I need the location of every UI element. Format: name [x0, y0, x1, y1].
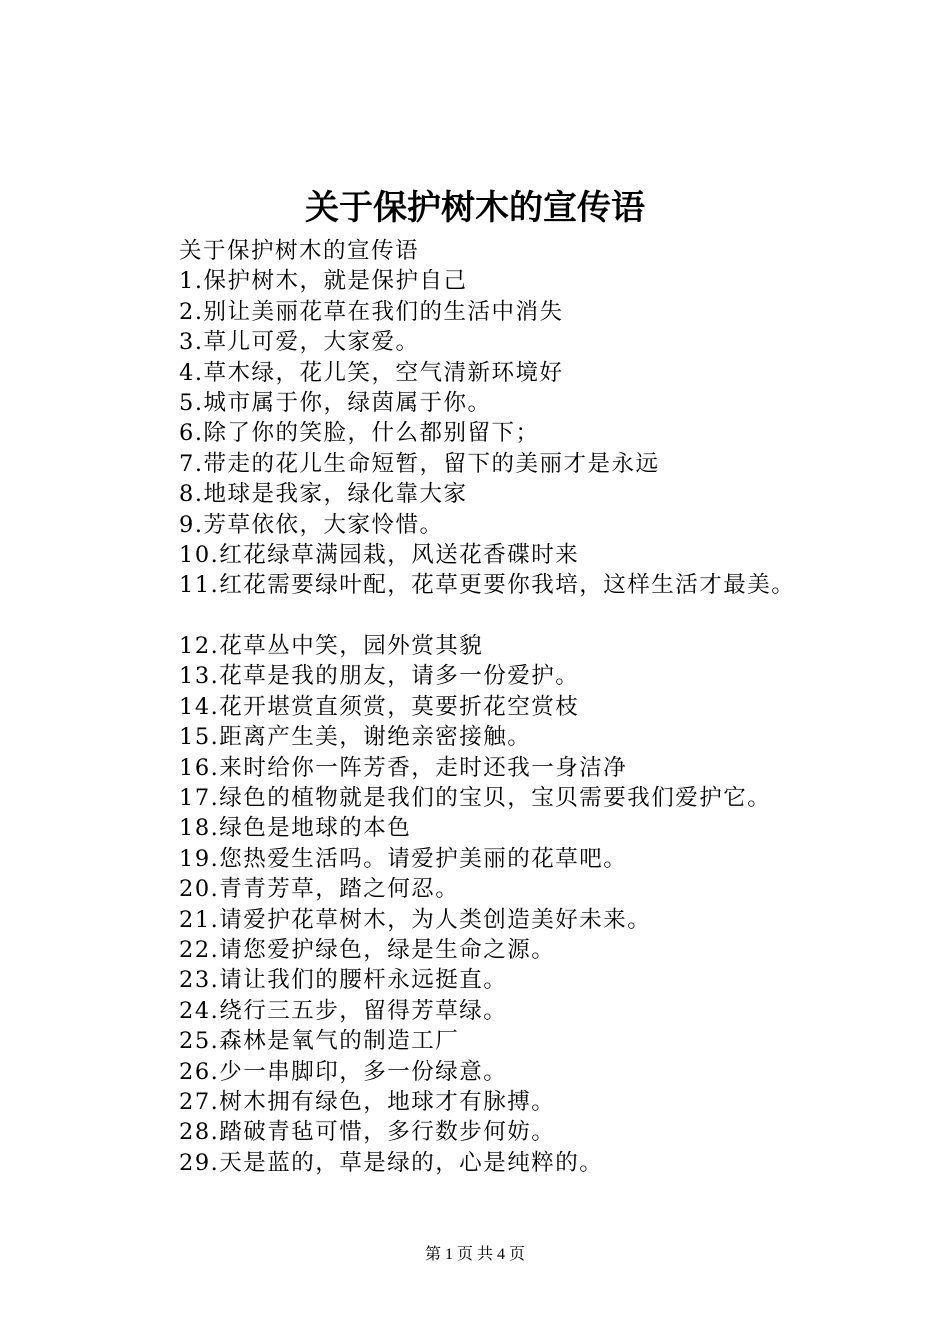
- slogan-item: 7.带走的花儿生命短暂，留下的美丽才是永远: [179, 450, 660, 477]
- slogan-list-first: [179, 266, 939, 600]
- slogan-item: 25.森林是氧气的制造工厂: [179, 1028, 460, 1055]
- slogan-list-second: [179, 631, 939, 1178]
- slogan-item: 20.青青芳草，踏之何忍。: [179, 876, 460, 903]
- slogan-item: 11.红花需要绿叶配，花草更要你我培，这样生活才最美。: [179, 572, 796, 599]
- slogan-item: 14.花开堪赏直须赏，莫要折花空赏枝: [179, 693, 580, 720]
- slogan-item: 1.保护树木，就是保护自己: [179, 268, 468, 295]
- slogan-item: 13.花草是我的朋友，请多一份爱护。: [179, 663, 580, 690]
- slogan-item: 21.请爱护花草树木，为人类创造美好未来。: [179, 906, 652, 933]
- document-title: 关于保护树木的宣传语: [305, 188, 645, 228]
- slogan-item: 18.绿色是地球的本色: [179, 815, 412, 842]
- slogan-item: 9.芳草依依，大家怜惜。: [179, 511, 444, 538]
- slogan-item: 23.请让我们的腰杆永远挺直。: [179, 967, 508, 994]
- slogan-item: 6.除了你的笑脸，什么都别留下；: [179, 420, 540, 447]
- slogan-item: 4.草木绿，花儿笑，空气清新环境好: [179, 359, 564, 386]
- slogan-item: 16.来时给你一阵芳香，走时还我一身洁净: [179, 754, 628, 781]
- slogan-item: 5.城市属于你，绿茵属于你。: [179, 389, 492, 416]
- slogan-item: 27.树木拥有绿色，地球才有脉搏。: [179, 1088, 556, 1115]
- document-body: [179, 236, 939, 1178]
- body-subtitle: 关于保护树木的宣传语: [179, 238, 420, 264]
- slogan-item: 10.红花绿草满园栽，风送花香碟时来: [179, 541, 580, 568]
- slogan-item: 2.别让美丽花草在我们的生活中消失: [179, 298, 564, 325]
- slogan-item: 17.绿色的植物就是我们的宝贝，宝贝需要我们爱护它。: [179, 785, 772, 812]
- slogan-item: 22.请您爱护绿色，绿是生命之源。: [179, 936, 556, 963]
- slogan-item: 12.花草丛中笑，园外赏其貌: [179, 633, 484, 660]
- slogan-item: 19.您热爱生活吗。请爱护美丽的花草吧。: [179, 845, 628, 872]
- slogan-item: 24.绕行三五步，留得芳草绿。: [179, 997, 508, 1024]
- slogan-item: 3.草儿可爱，大家爱。: [179, 329, 420, 356]
- slogan-item: 28.踏破青毡可惜，多行数步何妨。: [179, 1119, 556, 1146]
- slogan-item: 8.地球是我家，绿化靠大家: [179, 481, 468, 508]
- paragraph-gap: [179, 601, 939, 631]
- slogan-item: 15.距离产生美，谢绝亲密接触。: [179, 724, 532, 751]
- slogan-item: 26.少一串脚印，多一份绿意。: [179, 1058, 508, 1085]
- slogan-item: 29.天是蓝的，草是绿的，心是纯粹的。: [179, 1149, 604, 1176]
- page-footer: 第 1 页 共 4 页: [424, 1246, 525, 1263]
